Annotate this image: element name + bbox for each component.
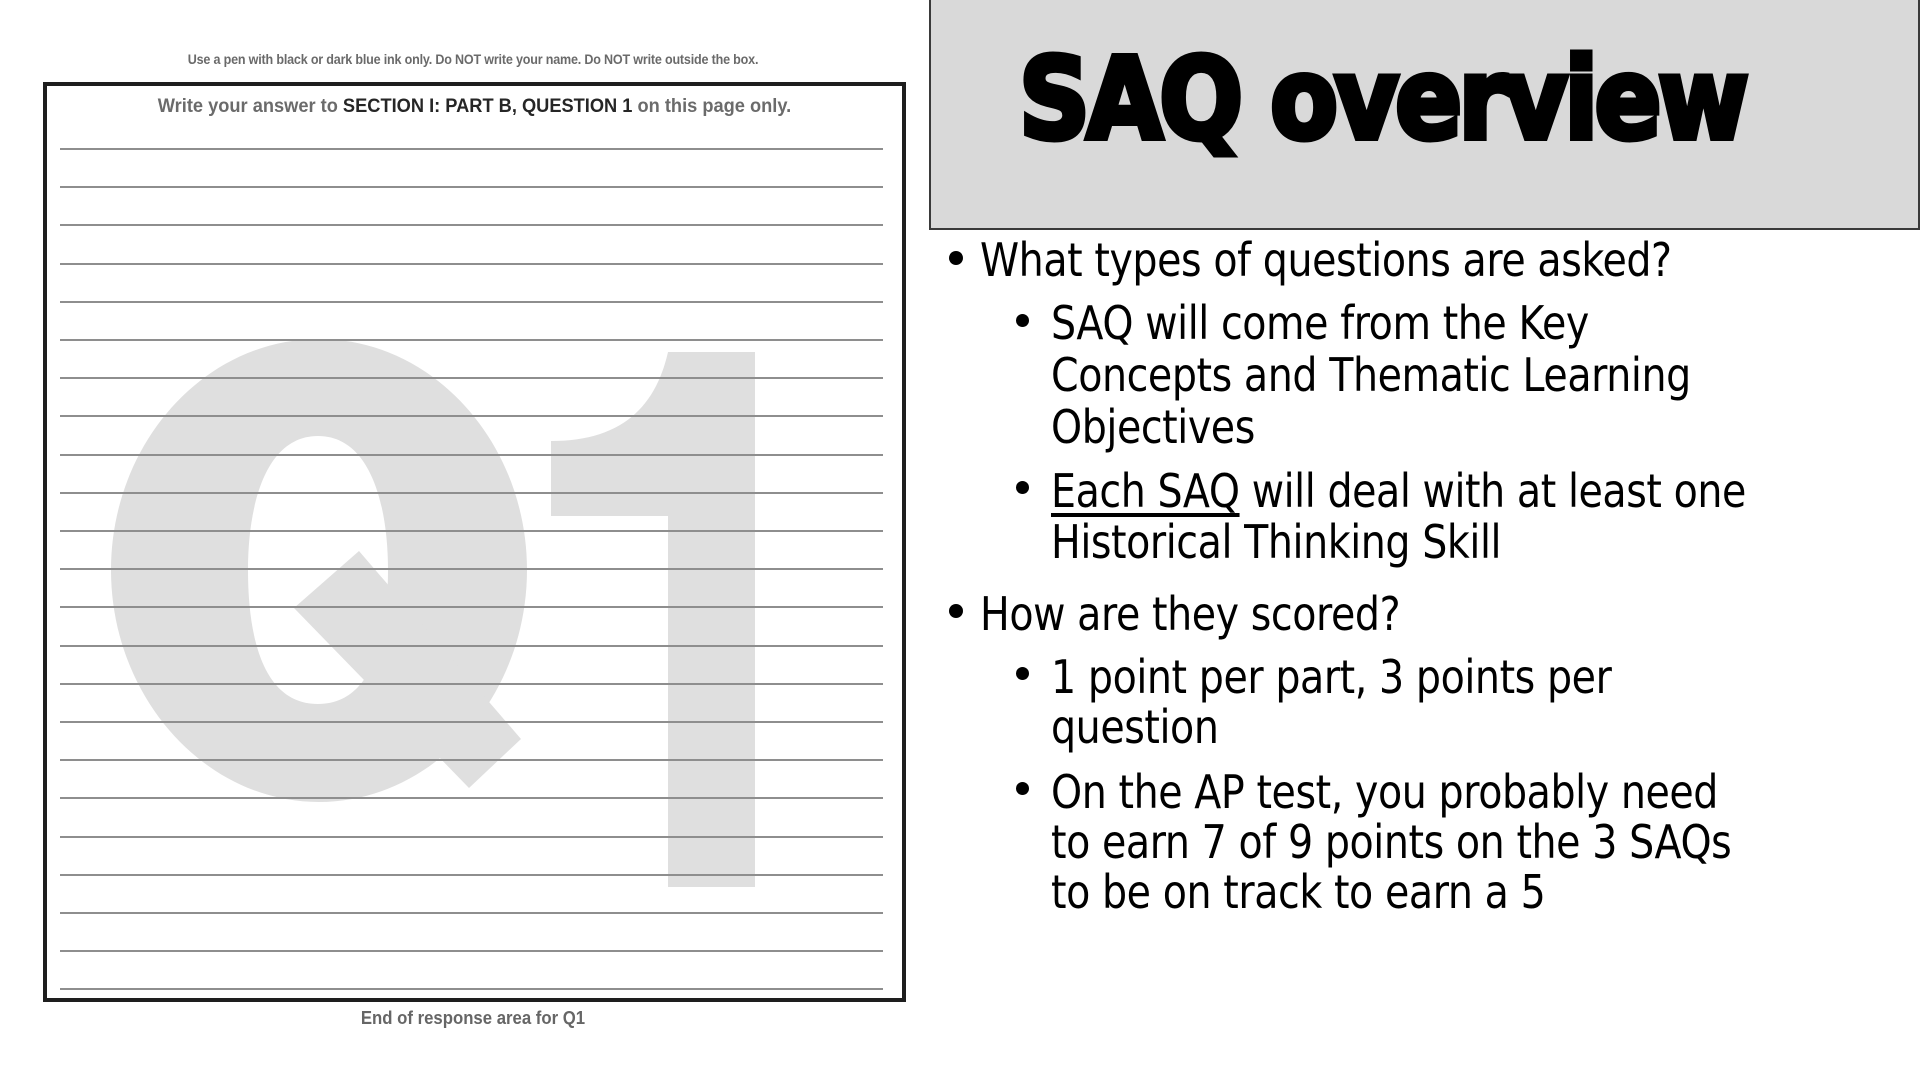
bullet-dot-icon xyxy=(949,604,963,618)
heading-prefix: Write your answer to xyxy=(157,96,343,117)
end-note: End of response area for Q1 xyxy=(360,1008,586,1028)
bullet-1-2-line-1 xyxy=(1051,464,1746,518)
bullet-2-1-line-1: 1 point per part, 3 points per xyxy=(1051,650,1612,704)
bullet-dot-icon xyxy=(1016,782,1029,795)
bullet-1-1-line-3: Objectives xyxy=(1051,400,1255,454)
bullet-2: How are they scored? xyxy=(980,587,1401,641)
instructions-text: Use a pen with black or dark blue ink only. Do NOT write your name. Do NOT write outside the box. xyxy=(187,52,759,67)
bullet-1-2-rest: will deal with at least one xyxy=(1239,464,1746,518)
bullet-1-1-line-2: Concepts and Thematic Learning xyxy=(1051,348,1691,402)
slide-title: SAQ overview xyxy=(1019,35,1746,165)
bullet-dot-icon xyxy=(1016,314,1029,327)
bullet-1-2-line-2: Historical Thinking Skill xyxy=(1051,515,1502,569)
bullet-2-2-line-1: On the AP test, you probably need xyxy=(1051,765,1718,819)
bullet-dot-icon xyxy=(949,251,963,265)
bullet-1: What types of questions are asked? xyxy=(980,233,1672,287)
heading-section: SECTION I: PART B, QUESTION 1 xyxy=(342,96,633,117)
bullet-2-2-line-3: to be on track to earn a 5 xyxy=(1051,865,1546,919)
underlined-each-saq: Each SAQ xyxy=(1051,464,1240,518)
bullet-dot-icon xyxy=(1016,667,1029,680)
bullet-1-1-line-1: SAQ will come from the Key xyxy=(1051,296,1589,350)
bullet-2-2-line-2: to earn 7 of 9 points on the 3 SAQs xyxy=(1051,815,1732,869)
bullet-2-1-line-2: question xyxy=(1051,700,1219,754)
heading-suffix: on this page only. xyxy=(632,96,792,117)
bullet-dot-icon xyxy=(1016,481,1029,494)
